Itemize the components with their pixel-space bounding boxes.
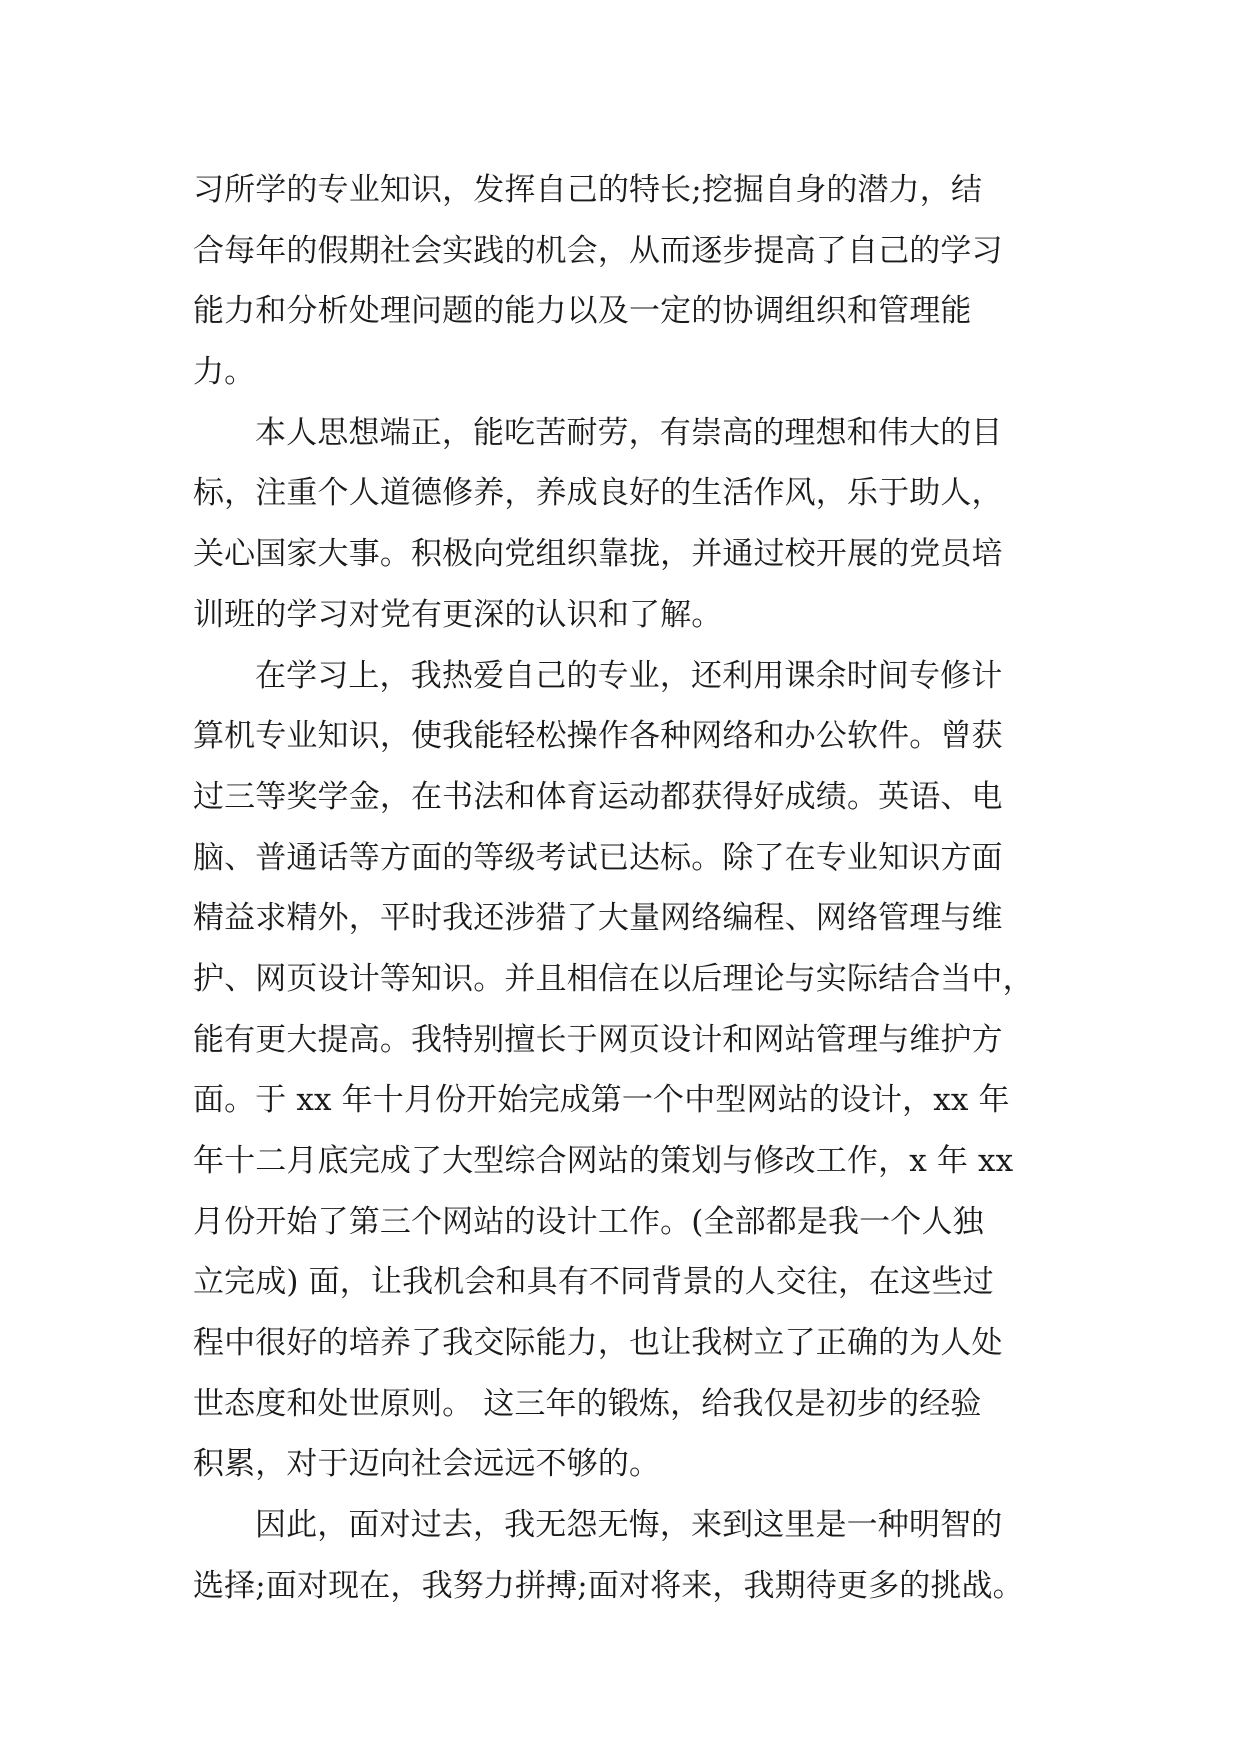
text-line: 能有更大提高。我特别擅长于网页设计和网站管理与维护方 [193, 1021, 1003, 1058]
text-line: 关心国家大事。积极向党组织靠拢，并通过校开展的党员培 [193, 536, 1003, 573]
text-line: 力。 [193, 354, 256, 391]
text-line: 立完成) 面，让我机会和具有不同背景的人交往，在这些过 [193, 1264, 994, 1301]
text-line: 脑、普通话等方面的等级考试已达标。除了在专业知识方面 [193, 839, 1003, 876]
text-line: 世态度和处世原则。 这三年的锻炼，给我仅是初步的经验 [193, 1385, 982, 1422]
paragraph-first-line: 因此，面对过去，我无怨无悔，来到这里是一种明智的 [255, 1507, 1003, 1544]
text-line: 标，注重个人道德修养，养成良好的生活作风，乐于助人， [193, 475, 1003, 512]
paragraph-first-line: 在学习上，我热爱自己的专业，还利用课余时间专修计 [255, 657, 1003, 694]
text-line: 合每年的假期社会实践的机会，从而逐步提高了自己的学习 [193, 232, 1003, 269]
paragraph-first-line: 本人思想端正，能吃苦耐劳，有崇高的理想和伟大的目 [255, 414, 1003, 451]
text-line: 年十二月底完成了大型综合网站的策划与修改工作，x 年 xx [193, 1143, 1014, 1179]
text-line: 面。于 xx 年十月份开始完成第一个中型网站的设计，xx 年 [193, 1082, 1010, 1119]
text-line: 月份开始了第三个网站的设计工作。(全部都是我一个人独 [193, 1203, 984, 1240]
text-line: 程中很好的培养了我交际能力，也让我树立了正确的为人处 [193, 1325, 1003, 1362]
text-line: 习所学的专业知识，发挥自己的特长;挖掘自身的潜力，结 [193, 172, 983, 208]
text-line: 积累，对于迈向社会远远不够的。 [193, 1446, 661, 1483]
text-line: 能力和分析处理问题的能力以及一定的协调组织和管理能 [193, 293, 972, 330]
text-line: 精益求精外，平时我还涉猎了大量网络编程、网络管理与维 [193, 900, 1003, 937]
text-line: 训班的学习对党有更深的认识和了解。 [193, 596, 723, 633]
text-line: 选择;面对现在，我努力拼搏;面对将来，我期待更多的挑战。 [193, 1567, 1024, 1604]
document-body [193, 160, 1053, 1617]
text-line: 算机专业知识，使我能轻松操作各种网络和办公软件。曾获 [193, 718, 1003, 755]
text-line: 护、网页设计等知识。并且相信在以后理论与实际结合当中， [193, 960, 1034, 997]
text-line: 过三等奖学金，在书法和体育运动都获得好成绩。英语、电 [193, 778, 1003, 815]
